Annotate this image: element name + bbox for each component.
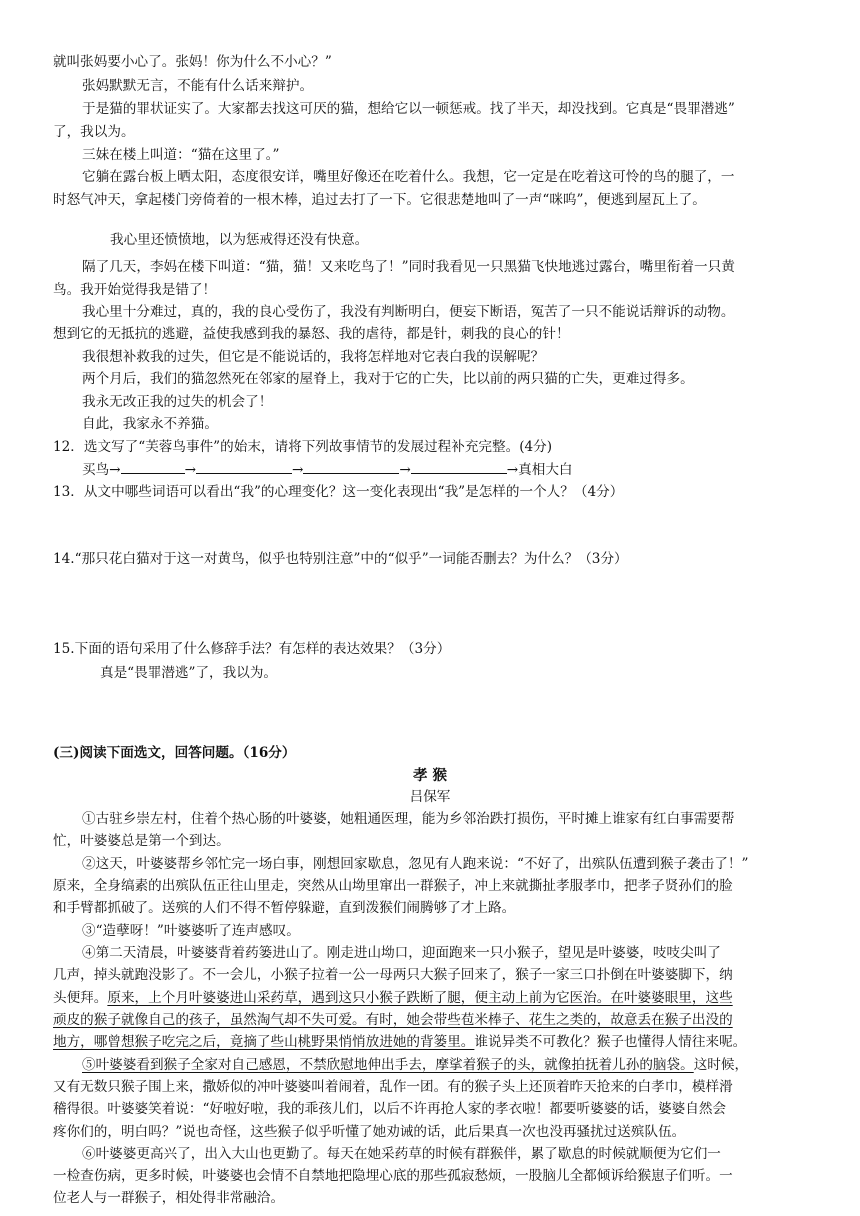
paragraph-line: ④第二天清晨，叶婆婆背着药篓进山了。刚走进山坳口，迎面跑来一只小猴子，望见是叶婆婆，吱吱尖叫了 bbox=[82, 945, 721, 961]
answer-blank-2[interactable] bbox=[196, 459, 292, 474]
flow-arrow: → bbox=[184, 462, 196, 478]
article-author: 吕保军 bbox=[409, 789, 451, 805]
paragraph-line bbox=[53, 987, 733, 1009]
passage-line: 时怒气冲天，拿起楼门旁倚着的一根木棒，追过去打了一下。它很悲楚地叫了一声“咪呜”，便逃到屋瓦上了。 bbox=[53, 192, 706, 208]
passage-line: 想到它的无抵抗的逃避，益使我感到我的暴怒、我的虐待，都是针，刺我的良心的针！ bbox=[53, 326, 570, 342]
paragraph-line: 疼你们的，明白吗？”说也奇怪，这些猴子似乎听懂了她劝诫的话，此后果真一次也没再骚扰过送殡队伍。 bbox=[53, 1124, 686, 1140]
paragraph-line: 稽得很。叶婆婆笑着说：“好啦好啦，我的乖孩儿们，以后不许再抢人家的孝衣啦！都要听婆婆的话，婆婆自然会 bbox=[53, 1101, 727, 1117]
paragraph-line: 和手臂都抓破了。送殡的人们不得不暂停躲避，直到泼猴们闹腾够了才上路。 bbox=[53, 900, 516, 916]
question-15: 15.下面的语句采用了什么修辞手法？有怎样的表达效果？（3分） bbox=[53, 641, 451, 657]
passage-line: 我心里还愤愤地，以为惩戒得还没有快意。 bbox=[110, 232, 369, 248]
question-14: 14.“那只花白猫对于这一对黄鸟，似乎也特别注意”中的“似乎”一词能否删去？为什么？（3分） bbox=[53, 551, 628, 567]
passage-line: 鸟。我开始觉得我是错了！ bbox=[53, 282, 217, 298]
plain-text: 这时候， bbox=[693, 1057, 749, 1073]
paragraph-line: 几声，掉头就跑没影了。不一会儿，小猴子拉着一公一母两只大猴子回来了，猴子一家三口扑倒在叶婆婆脚下，纳 bbox=[53, 967, 733, 983]
paragraph-line: ⑥叶婆婆更高兴了，出入大山也更勤了。每天在她采药草的时候有群猴伴，累了歇息的时候就顺便为它们一 bbox=[82, 1146, 721, 1162]
paragraph-line: 位老人与一群猴子，相处得非常融洽。 bbox=[53, 1190, 285, 1206]
plain-text: 谁说异类不可教化？猴子也懂得人情往来呢。 bbox=[474, 1034, 747, 1050]
question-12-flow bbox=[82, 459, 573, 481]
passage-line: 张妈默默无言，不能有什么话来辩护。 bbox=[82, 78, 314, 94]
question-15-quote: 真是“畏罪潜逃”了，我以为。 bbox=[100, 665, 278, 681]
answer-blank-1[interactable] bbox=[121, 459, 185, 474]
flow-end: →真相大白 bbox=[506, 462, 573, 478]
underlined-line: 顽皮的猴子就像自己的孩子，虽然淘气却不失可爱。有时，她会带些苞米棒子、花生之类的，故意丢在猴子出没的 bbox=[53, 1012, 733, 1028]
passage-line: 它躺在露台板上晒太阳，态度很安详，嘴里好像还在吃着什么。我想，它一定是在吃着这可怜的鸟的腿了，一 bbox=[82, 169, 735, 185]
flow-start: 买鸟→ bbox=[82, 462, 121, 478]
passage-line: 三妹在楼上叫道：“猫在这里了。” bbox=[82, 147, 280, 163]
answer-blank-3[interactable] bbox=[303, 459, 399, 474]
question-13: 13．从文中哪些词语可以看出“我”的心理变化？这一变化表现出“我”是怎样的一个人？（4分） bbox=[53, 484, 624, 500]
paragraph-line: 原来，全身缟素的出殡队伍正往山里走，突然从山坳里窜出一群猴子，冲上来就撕扯孝服孝巾，把孝子贤孙们的脸 bbox=[53, 878, 733, 894]
paragraph-line: 一检查伤病，更多时候，叶婆婆也会情不自禁地把隐埋心底的那些孤寂愁烦，一股脑儿全都倾诉给猴崽子们听。一 bbox=[53, 1168, 733, 1184]
article-title: 孝 猴 bbox=[412, 767, 448, 784]
paragraph-line bbox=[53, 1031, 746, 1053]
passage-line: 了，我以为。 bbox=[53, 124, 135, 140]
section-heading: (三)阅读下面选文，回答问题。（16分） bbox=[53, 745, 296, 761]
paragraph-line bbox=[82, 1054, 748, 1076]
flow-arrow: → bbox=[399, 462, 411, 478]
passage-line: 我心里十分难过，真的，我的良心受伤了，我没有判断明白，便妄下断语，冤苦了一只不能说话辩诉的动物。 bbox=[82, 304, 735, 320]
flow-arrow: → bbox=[291, 462, 304, 478]
passage-line: 两个月后，我们的猫忽然死在邻家的屋脊上，我对于它的亡失，比以前的两只猫的亡失，更难过得多。 bbox=[82, 371, 694, 387]
question-12: 12．选文写了“芙蓉鸟事件”的始末，请将下列故事情节的发展过程补充完整。(4分) bbox=[53, 439, 553, 455]
paragraph-line: 忙，叶婆婆总是第一个到达。 bbox=[53, 833, 230, 849]
paragraph-line: ②这天，叶婆婆帮乡邻忙完一场白事，刚想回家歇息，忽见有人跑来说：“不好了，出殡队伍遭到猴子袭击了！” bbox=[82, 856, 749, 872]
answer-blank-4[interactable] bbox=[411, 459, 507, 474]
passage-line: 隔了几天，李妈在楼下叫道：“猫，猫！又来吃鸟了！”同时我看见一只黑猫飞快地逃过露台，嘴里衔着一只黄 bbox=[82, 259, 735, 275]
paragraph-line: ①古驻乡崇左村，住着个热心肠的叶婆婆，她粗通医理，能为乡邻治跌打损伤，平时摊上谁家有红白事需要帮 bbox=[82, 811, 735, 827]
underlined-text: 地方，哪曾想猴子吃完之后，竟摘了些山桃野果悄悄放进她的背篓里。 bbox=[53, 1034, 475, 1050]
passage-line: 就叫张妈要小心了。张妈！你为什么不小心？” bbox=[53, 54, 332, 70]
paragraph-line: ③“造孽呀！”叶婆婆听了连声感叹。 bbox=[82, 923, 300, 939]
underlined-text: ⑤叶婆婆看到猴子全家对自己感恩，不禁欣慰地伸出手去，摩挲着猴子的头，就像拍抚着儿孙的脑袋。 bbox=[82, 1057, 694, 1073]
paragraph-line: 又有无数只猴子围上来，撒娇似的冲叶婆婆叫着闹着，乱作一团。有的猴子头上还顶着昨天抢来的白孝巾，模样滑 bbox=[53, 1079, 733, 1095]
passage-line: 于是猫的罪状证实了。大家都去找这可厌的猫，想给它以一顿惩戒。找了半天，却没找到。它真是“畏罪潜逃” bbox=[82, 101, 735, 117]
passage-line: 我很想补救我的过失，但它是不能说话的，我将怎样地对它表白我的误解呢？ bbox=[82, 349, 545, 365]
passage-line: 自此，我家永不养猫。 bbox=[82, 416, 218, 432]
underlined-text: 原来，上个月叶婆婆进山采药草，遇到这只小猴子跌断了腿，便主动上前为它医治。在叶婆婆眼里，这些 bbox=[107, 990, 733, 1006]
passage-line: 我永无改正我的过失的机会了！ bbox=[82, 394, 273, 410]
plain-text: 头便拜。 bbox=[53, 990, 108, 1006]
